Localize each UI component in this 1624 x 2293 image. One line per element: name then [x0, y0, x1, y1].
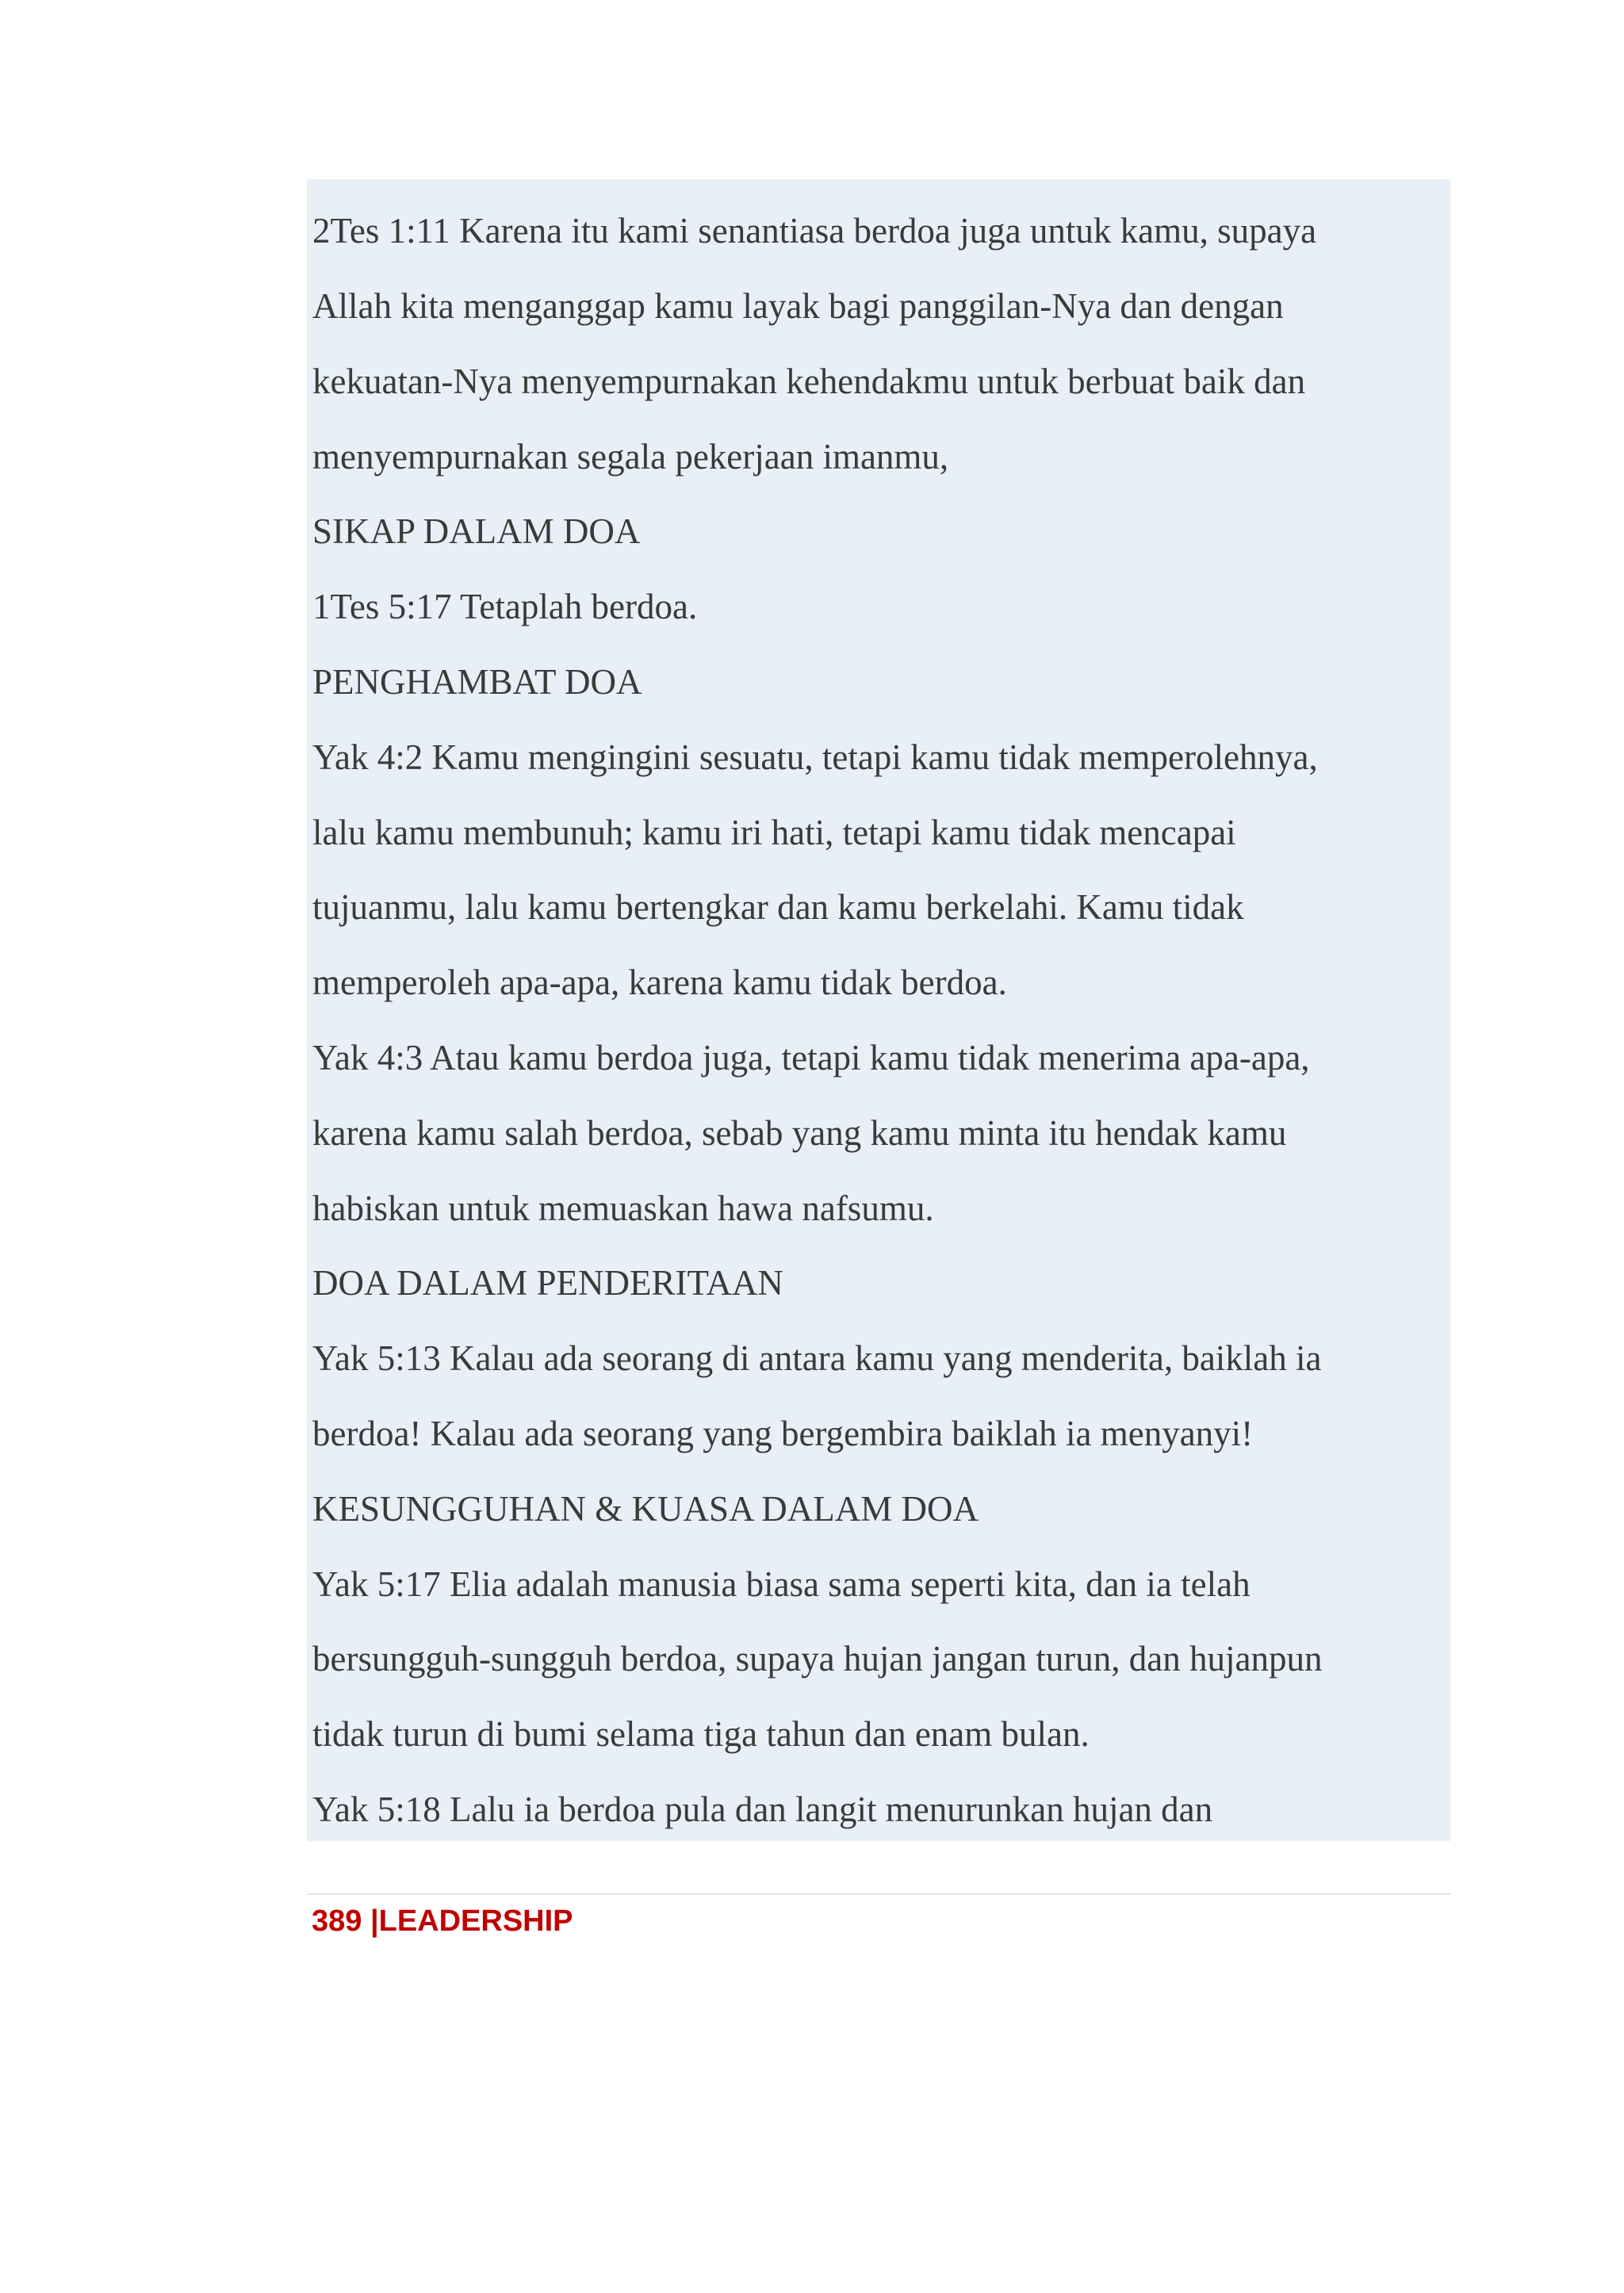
text-line: 2Tes 1:11 Karena itu kami senantiasa berdoa juga untuk kamu, supaya: [312, 211, 1317, 251]
text-line: berdoa! Kalau ada seorang yang bergembira baiklah ia menyanyi!: [312, 1414, 1254, 1453]
text-line: Yak 4:3 Atau kamu berdoa juga, tetapi kamu tidak menerima apa-apa,: [312, 1038, 1310, 1078]
text-line: memperoleh apa-apa, karena kamu tidak berdoa.: [312, 963, 1007, 1002]
section-heading: PENGHAMBAT DOA: [312, 662, 642, 702]
footer-section-title: |LEADERSHIP: [370, 1904, 573, 1938]
text-line: bersungguh-sungguh berdoa, supaya hujan jangan turun, dan hujanpun: [312, 1639, 1323, 1679]
section-heading: DOA DALAM PENDERITAAN: [312, 1263, 783, 1303]
text-line: karena kamu salah berdoa, sebab yang kamu minta itu hendak kamu: [312, 1113, 1287, 1153]
text-line: Allah kita menganggap kamu layak bagi panggilan-Nya dan dengan: [312, 286, 1284, 326]
text-line: tujuanmu, lalu kamu bertengkar dan kamu berkelahi. Kamu tidak: [312, 887, 1244, 927]
text-line: kekuatan-Nya menyempurnakan kehendakmu untuk berbuat baik dan: [312, 362, 1306, 401]
scripture-text-box: [307, 179, 1450, 1841]
text-line: habiskan untuk memuaskan hawa nafsumu.: [312, 1189, 934, 1228]
text-line: lalu kamu membunuh; kamu iri hati, tetapi kamu tidak mencapai: [312, 813, 1236, 852]
text-line: Yak 4:2 Kamu mengingini sesuatu, tetapi kamu tidak memperolehnya,: [312, 737, 1318, 777]
page-number: 389: [312, 1904, 362, 1938]
text-line: menyempurnakan segala pekerjaan imanmu,: [312, 437, 949, 477]
text-line: Yak 5:18 Lalu ia berdoa pula dan langit menurunkan hujan dan: [312, 1790, 1213, 1829]
text-line: Yak 5:13 Kalau ada seorang di antara kamu yang menderita, baiklah ia: [312, 1338, 1322, 1378]
text-line: tidak turun di bumi selama tiga tahun dan enam bulan.: [312, 1714, 1090, 1754]
page-footer: [312, 1899, 573, 1943]
text-line: 1Tes 5:17 Tetaplah berdoa.: [312, 587, 698, 626]
footer-divider: [307, 1893, 1450, 1895]
section-heading: SIKAP DALAM DOA: [312, 511, 641, 551]
section-heading: KESUNGGUHAN & KUASA DALAM DOA: [312, 1489, 979, 1529]
text-line: Yak 5:17 Elia adalah manusia biasa sama seperti kita, dan ia telah: [312, 1564, 1251, 1604]
